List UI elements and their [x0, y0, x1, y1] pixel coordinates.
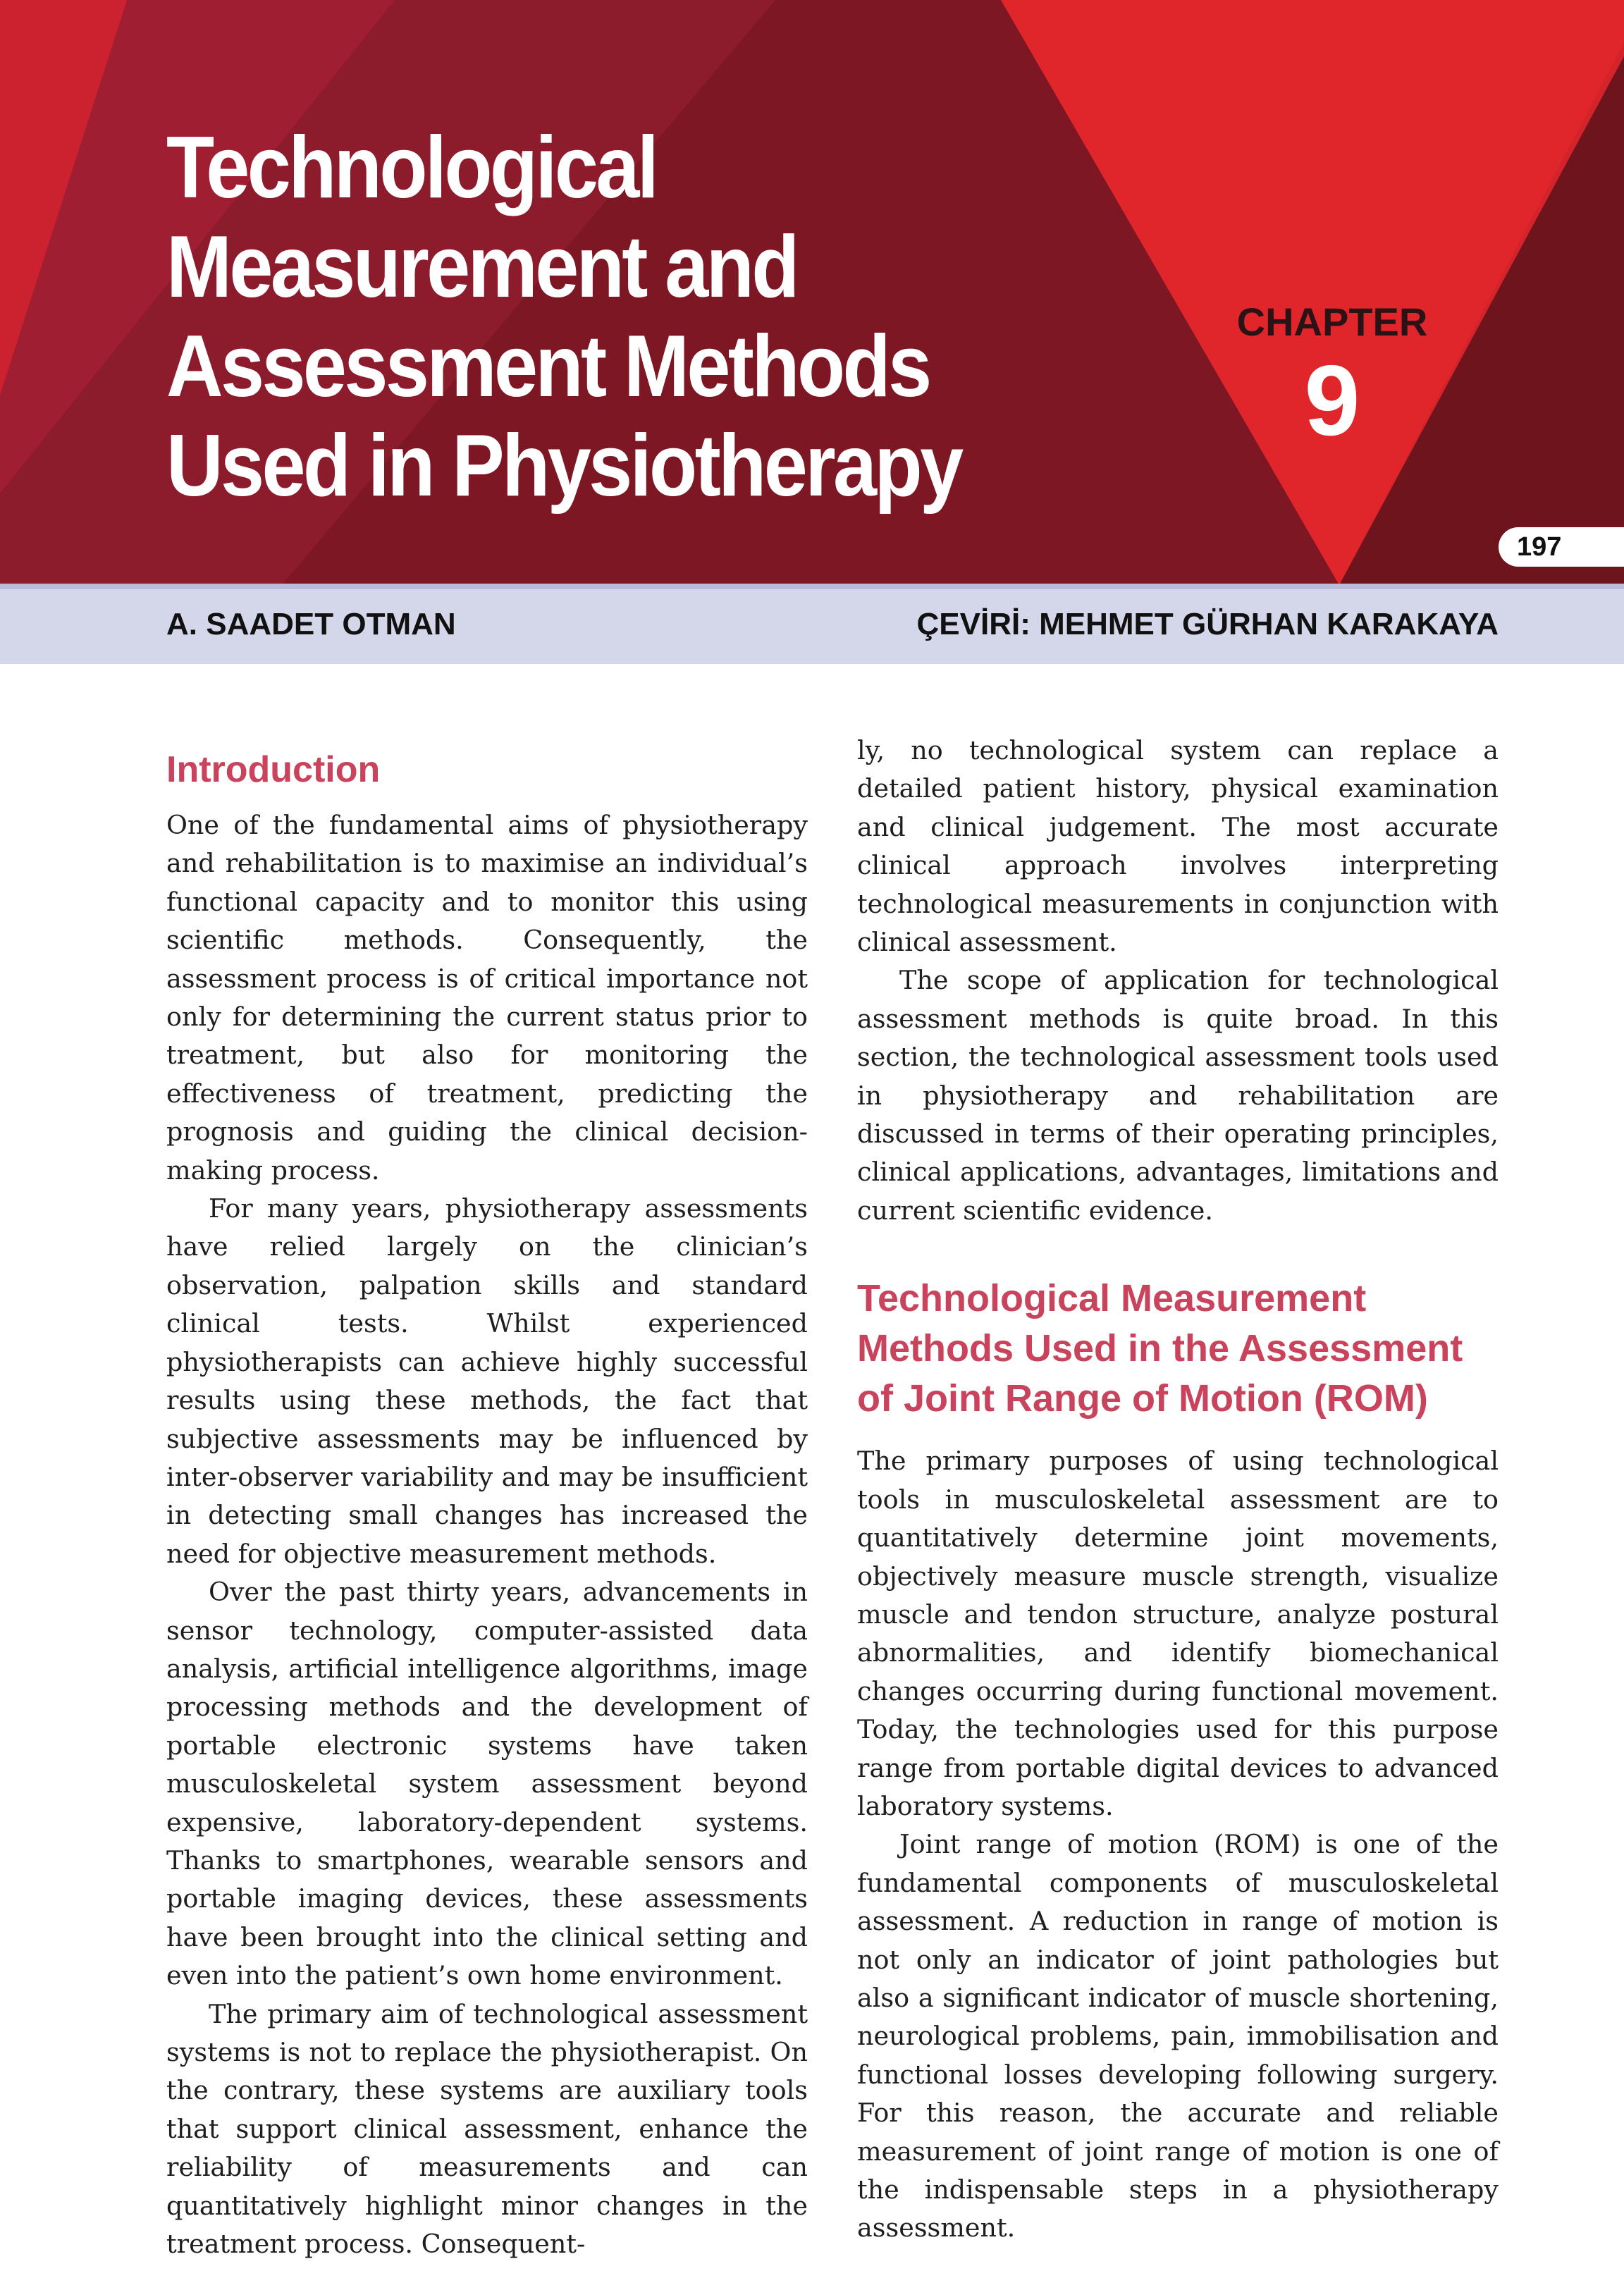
paragraph: The scope of application for technological assessment methods is quite broad. In this section, the technological assessment tools used in physiotherapy and rehabilitation are discussed in terms of their operating principles, clinical applications, advantages, limitations and current scientific evidence. — [857, 965, 1499, 1226]
right-column — [857, 732, 1499, 2248]
paragraph: The primary purposes of using technological tools in musculoskeletal assessment are to quantitatively determine joint movements, objectively measure muscle strength, visualize muscle and tendon structure, analyze postural abnormalities, and identify biomechanical changes occurring during functional movement. Today, the technologies used for this purpose range from portable digital devices to advanced laboratory systems. — [857, 1446, 1499, 1821]
paragraph: For many years, physiotherapy assessments have relied largely on the clinician’s observation, palpation skills and standard clinical tests. Whilst experienced physiotherapists can achieve highly successful results using these methods, the fact that subjective assessments may be influenced by inter-observer variability and may be insufficient in detecting small changes has increased the need for objective measurement methods. — [166, 1193, 808, 1569]
title-line: Technological — [166, 119, 657, 216]
section-heading-introduction: Introduction — [166, 749, 381, 790]
paragraph: One of the fundamental aims of physiotherapy and rehabilitation is to maximise an individual’s functional capacity and to monitor this using scientific methods. Consequently, the assessment process is of critical importance not only for determining the current status prior to treatment, but also for monitoring the effectiveness of treatment, predicting the prognosis and guiding the clinical decision-making process. — [166, 810, 808, 1186]
paragraph: Over the past thirty years, advancements in sensor technology, computer-assisted data analysis, artificial intelligence algorithms, image processing methods and the development of portable electronic systems have taken musculoskeletal system assessment beyond expensive, laboratory-dependent systems. Thanks to smartphones, wearable sensors and portable imaging devices, these assessments have been brought into the clinical setting and even into the patient’s own home environment. — [166, 1577, 808, 1991]
chapter-banner — [0, 0, 1624, 585]
chapter-label: CHAPTER — [1236, 300, 1428, 344]
paragraph: ly, no technological system can replace a detailed patient history, physical examination and clinical judgement. The most accurate clinical approach involves interpreting technological measurements in conjunction with clinical assessment. — [857, 735, 1499, 958]
title-line: Assessment Methods — [166, 318, 930, 415]
translator-name: ÇEVİRİ: MEHMET GÜRHAN KARAKAYA — [916, 607, 1499, 641]
paragraph: Joint range of motion (ROM) is one of the fundamental components of musculoskeletal assessment. A reduction in range of motion is not only an indicator of joint pathologies but also a significant indicator of muscle shortening, neurological problems, pain, immobilisation and functional losses developing following surgery. For this reason, the accurate and reliable measurement of joint range of motion is one of the indispensable steps in a physiotherapy assessment. — [857, 1829, 1499, 2243]
chapter-title — [166, 118, 1004, 516]
left-column — [166, 732, 808, 2263]
page-number: 197 — [1517, 532, 1562, 562]
chapter-number: 9 — [1304, 345, 1360, 457]
author-name: A. SAADET OTMAN — [166, 607, 456, 641]
section-heading-rom: Technological Measurement Methods Used in the Assessment of Joint Range of Motion (ROM) — [857, 1277, 1463, 1420]
title-line: Measurement and — [166, 218, 797, 316]
paragraph: The primary aim of technological assessment systems is not to replace the physiotherapist. On the contrary, these systems are auxiliary tools that support clinical assessment, enhance the reliability of measurements and can quantitatively highlight minor changes in the treatment process. Consequent- — [166, 1998, 808, 2260]
title-line: Used in Physiotherapy — [166, 417, 961, 515]
